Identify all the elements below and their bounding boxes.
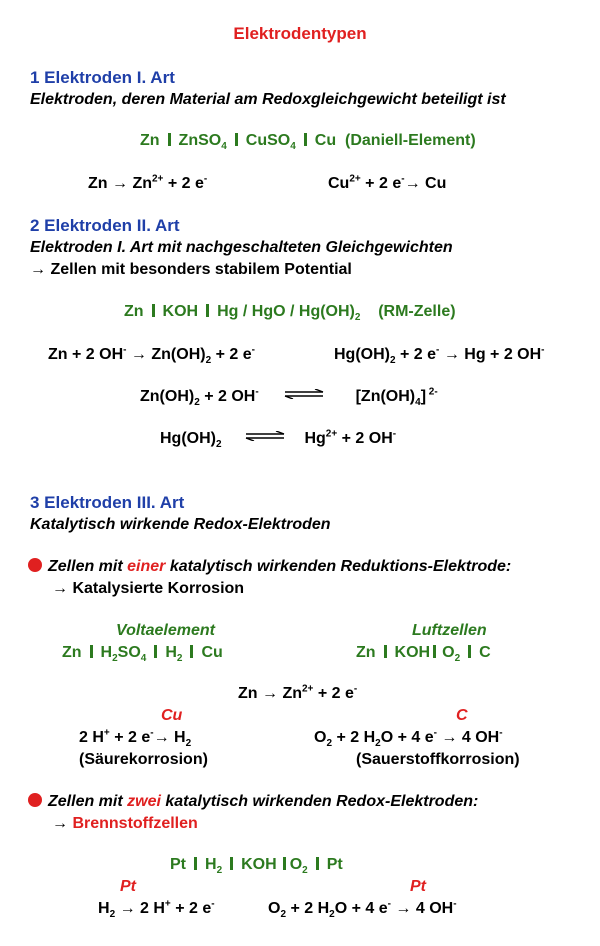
section-3-description: Katalytisch wirkende Redox-Elektroden [30, 516, 331, 533]
superscript: + [164, 898, 171, 910]
subscript: 2 [216, 865, 223, 877]
superscript: - [251, 344, 255, 356]
cell-part: Cu [201, 644, 223, 661]
bullet-icon [28, 558, 42, 572]
phase-separator [304, 133, 307, 146]
superscript: - [499, 727, 503, 739]
reaction-arrow: → [404, 175, 421, 192]
bullet-two-redox-electrodes [28, 792, 478, 812]
eq-part: + 2 e [395, 346, 437, 363]
eq-part: + 2 e [360, 175, 402, 192]
phase-separator [433, 645, 436, 658]
eq-part: + 2 OH [199, 388, 256, 405]
eq-part: O [314, 729, 327, 746]
superscript: - [387, 898, 391, 910]
section-3-heading: 3 Elektroden III. Art [30, 493, 185, 512]
cell-part: O [442, 644, 455, 661]
phase-separator [235, 133, 238, 146]
superscript: 2+ [302, 683, 314, 695]
cell-part: H [100, 644, 113, 661]
phase-separator [190, 645, 193, 658]
superscript: 2+ [325, 428, 338, 440]
reaction-arrow: → [390, 900, 416, 917]
cell-part: Pt [170, 856, 186, 873]
cell-part: H [165, 644, 177, 661]
reaction-arrow: → [262, 685, 278, 702]
eq-part: Zn [128, 175, 152, 192]
eq-part: Zn(OH) [146, 346, 206, 363]
eq-part: Hg(OH) [160, 430, 216, 447]
zinc-anode-equation [238, 684, 357, 704]
rm-cell-notation [124, 302, 456, 322]
superscript: - [211, 898, 215, 910]
fuel-cell-label [52, 814, 198, 834]
eq-part: 2 H [140, 900, 165, 917]
platinum-cathode-label: Pt [410, 878, 426, 895]
subscript: 2 [109, 909, 116, 921]
subscript: 2 [205, 355, 212, 367]
superscript: - [541, 344, 545, 356]
phase-separator [206, 304, 209, 317]
section-1-heading: 1 Elektroden I. Art [30, 68, 175, 87]
platinum-anode-label: Pt [120, 878, 136, 895]
hydrogen-oxidation-equation [98, 899, 215, 919]
eq-part: H [169, 729, 186, 746]
cell-part: KOH [241, 856, 277, 873]
bullet-one-reduction-electrode [28, 557, 511, 577]
subscript: 4 [290, 141, 296, 153]
eq-part: + 2 OH [337, 430, 393, 447]
subscript: 2 [354, 312, 361, 324]
copper-reduction-equation [328, 174, 446, 194]
eq-part: H [98, 900, 110, 917]
copper-electrode-label: Cu [161, 707, 183, 724]
subscript: 2 [215, 439, 222, 451]
fuel-cell-notation [170, 855, 343, 875]
eq-part: Hg + 2 OH [464, 346, 542, 363]
eq-part: 4 OH [415, 900, 454, 917]
cell-part: Zn [140, 132, 160, 149]
phase-separator [384, 645, 387, 658]
superscript: - [436, 344, 440, 356]
subscript: 2 [280, 909, 287, 921]
subscript: 2 [326, 738, 333, 750]
subscript: 4 [140, 653, 147, 665]
eq-part: + 2 H [332, 729, 376, 746]
eq-part: O + 4 e [334, 900, 388, 917]
cell-part: Zn [356, 644, 376, 661]
eq-part: O [268, 900, 281, 917]
subscript: 2 [112, 653, 118, 665]
reaction-arrow: → [439, 346, 465, 363]
equilibrium-arrow-icon [283, 389, 325, 399]
eq-part: + 2 e [170, 900, 212, 917]
phase-separator [90, 645, 93, 658]
eq-part: 4 OH [461, 729, 500, 746]
superscript: - [453, 898, 457, 910]
bullet-text: katalytisch wirkenden Redox-Elektroden: [160, 793, 479, 810]
oxygen-reduction-equation [314, 728, 503, 748]
cell-part: Zn [62, 644, 82, 661]
superscript: + [103, 727, 110, 739]
superscript: - [392, 428, 397, 440]
cell-part: ZnSO [178, 132, 222, 149]
superscript: - [203, 173, 208, 185]
phase-separator [194, 857, 197, 870]
fuel-cell-oxygen-equation [268, 899, 457, 919]
eq-part: + 2 e [211, 346, 252, 363]
phase-separator [154, 645, 157, 658]
daniell-cell-notation [140, 131, 476, 151]
eq-part: ] [420, 388, 427, 405]
bullet-text: Zellen mit [48, 558, 128, 575]
superscript: - [401, 173, 405, 185]
section-2-description: Elektroden I. Art mit nachgeschalteten Gleichgewichten [30, 239, 453, 256]
mercury-equilibrium [160, 429, 396, 449]
eq-part: O + 4 e [380, 729, 434, 746]
superscript: - [255, 386, 259, 398]
zinc-oxidation-equation [88, 174, 207, 194]
label-arrow: → [52, 815, 73, 832]
section-2-heading: 2 Elektroden II. Art [30, 216, 180, 235]
equilibrium-arrow-icon [244, 431, 286, 441]
reaction-arrow: → [112, 175, 128, 192]
reaction-arrow: → [153, 729, 170, 746]
phase-separator [316, 857, 319, 870]
eq-part: Zn [238, 685, 262, 702]
reaction-arrow: → [436, 729, 462, 746]
zinc-hydroxide-equation [48, 345, 255, 365]
eq-part: 2 H [79, 729, 104, 746]
phase-separator [230, 857, 233, 870]
reaction-arrow: → [115, 900, 141, 917]
superscript: - [353, 683, 358, 695]
luftzellen-cell-notation [356, 643, 491, 663]
phase-separator [152, 304, 155, 317]
cell-part: Cu [314, 132, 337, 149]
subscript: 2 [389, 355, 396, 367]
reaction-arrow: → [130, 346, 147, 363]
cell-name: (Daniell-Element) [345, 132, 476, 149]
subscript: 2 [454, 653, 461, 665]
cell-part: Hg / HgO / Hg(OH) [217, 303, 355, 320]
eq-part: Hg [304, 430, 326, 447]
subscript: 4 [415, 397, 421, 409]
subscript: 2 [194, 397, 200, 409]
cell-part: CuSO [245, 132, 291, 149]
section-2-consequence: → Zellen mit besonders stabilem Potential [30, 261, 352, 278]
carbon-electrode-label: C [456, 707, 468, 724]
cell-name: (RM-Zelle) [378, 303, 456, 320]
eq-part: + 2 e [109, 729, 151, 746]
superscript: - [123, 344, 127, 356]
eq-part: Cu [420, 175, 447, 192]
cell-part: Pt [326, 856, 343, 873]
phase-separator [283, 857, 286, 870]
page-title: Elektrodentypen [233, 24, 367, 43]
cell-part: KOH [394, 644, 431, 661]
subscript: 2 [302, 865, 308, 877]
zincate-equilibrium [140, 387, 438, 407]
eq-part: + 2 e [163, 175, 204, 192]
eq-part: + 2 e [313, 685, 354, 702]
eq-part: Zn [88, 175, 112, 192]
voltaelement-cell-notation [62, 643, 223, 663]
bullet-text: Zellen mit [48, 793, 128, 810]
eq-part: Hg(OH) [334, 346, 390, 363]
superscript: 2+ [152, 173, 164, 185]
acid-corrosion-label: (Säurekorrosion) [79, 751, 208, 768]
bullet-emphasis: zwei [127, 793, 161, 810]
eq-part: + 2 H [286, 900, 330, 917]
eq-part: Cu [328, 175, 350, 192]
subscript: 2 [375, 738, 381, 750]
cell-part: SO [117, 644, 141, 661]
subscript: 2 [185, 738, 192, 750]
superscript: 2+ [349, 173, 361, 185]
bullet-text: katalytisch wirkenden Reduktions-Elektrode: [165, 558, 512, 575]
voltaelement-title: Voltaelement [116, 622, 215, 639]
eq-part: [Zn(OH) [355, 388, 416, 405]
luftzellen-title: Luftzellen [412, 622, 487, 639]
superscript: - [150, 727, 154, 739]
subscript: 2 [329, 909, 335, 921]
catalyzed-corrosion-label: → Katalysierte Korrosion [52, 580, 245, 597]
bullet-icon [28, 793, 42, 807]
eq-part: Zn + 2 OH [48, 346, 124, 363]
section-1-description: Elektroden, deren Material am Redoxgleichgewicht beteiligt ist [30, 91, 506, 108]
phase-separator [468, 645, 471, 658]
cell-part: O [289, 856, 303, 873]
eq-part: Zn [278, 685, 302, 702]
oxygen-corrosion-label: (Sauerstoffkorrosion) [356, 751, 520, 768]
fuel-cell-term: Brennstoffzellen [72, 815, 198, 832]
subscript: 2 [176, 653, 183, 665]
hydrogen-evolution-equation [79, 728, 191, 748]
cell-part: KOH [162, 303, 199, 320]
eq-part: Zn(OH) [140, 388, 195, 405]
cell-part: H [205, 856, 217, 873]
cell-part: C [479, 644, 491, 661]
mercury-hydroxide-equation [334, 345, 545, 365]
superscript: 2- [426, 386, 438, 398]
subscript: 4 [221, 141, 227, 153]
phase-separator [168, 133, 171, 146]
bullet-emphasis: einer [127, 558, 166, 575]
superscript: - [433, 727, 437, 739]
cell-part: Zn [124, 303, 144, 320]
